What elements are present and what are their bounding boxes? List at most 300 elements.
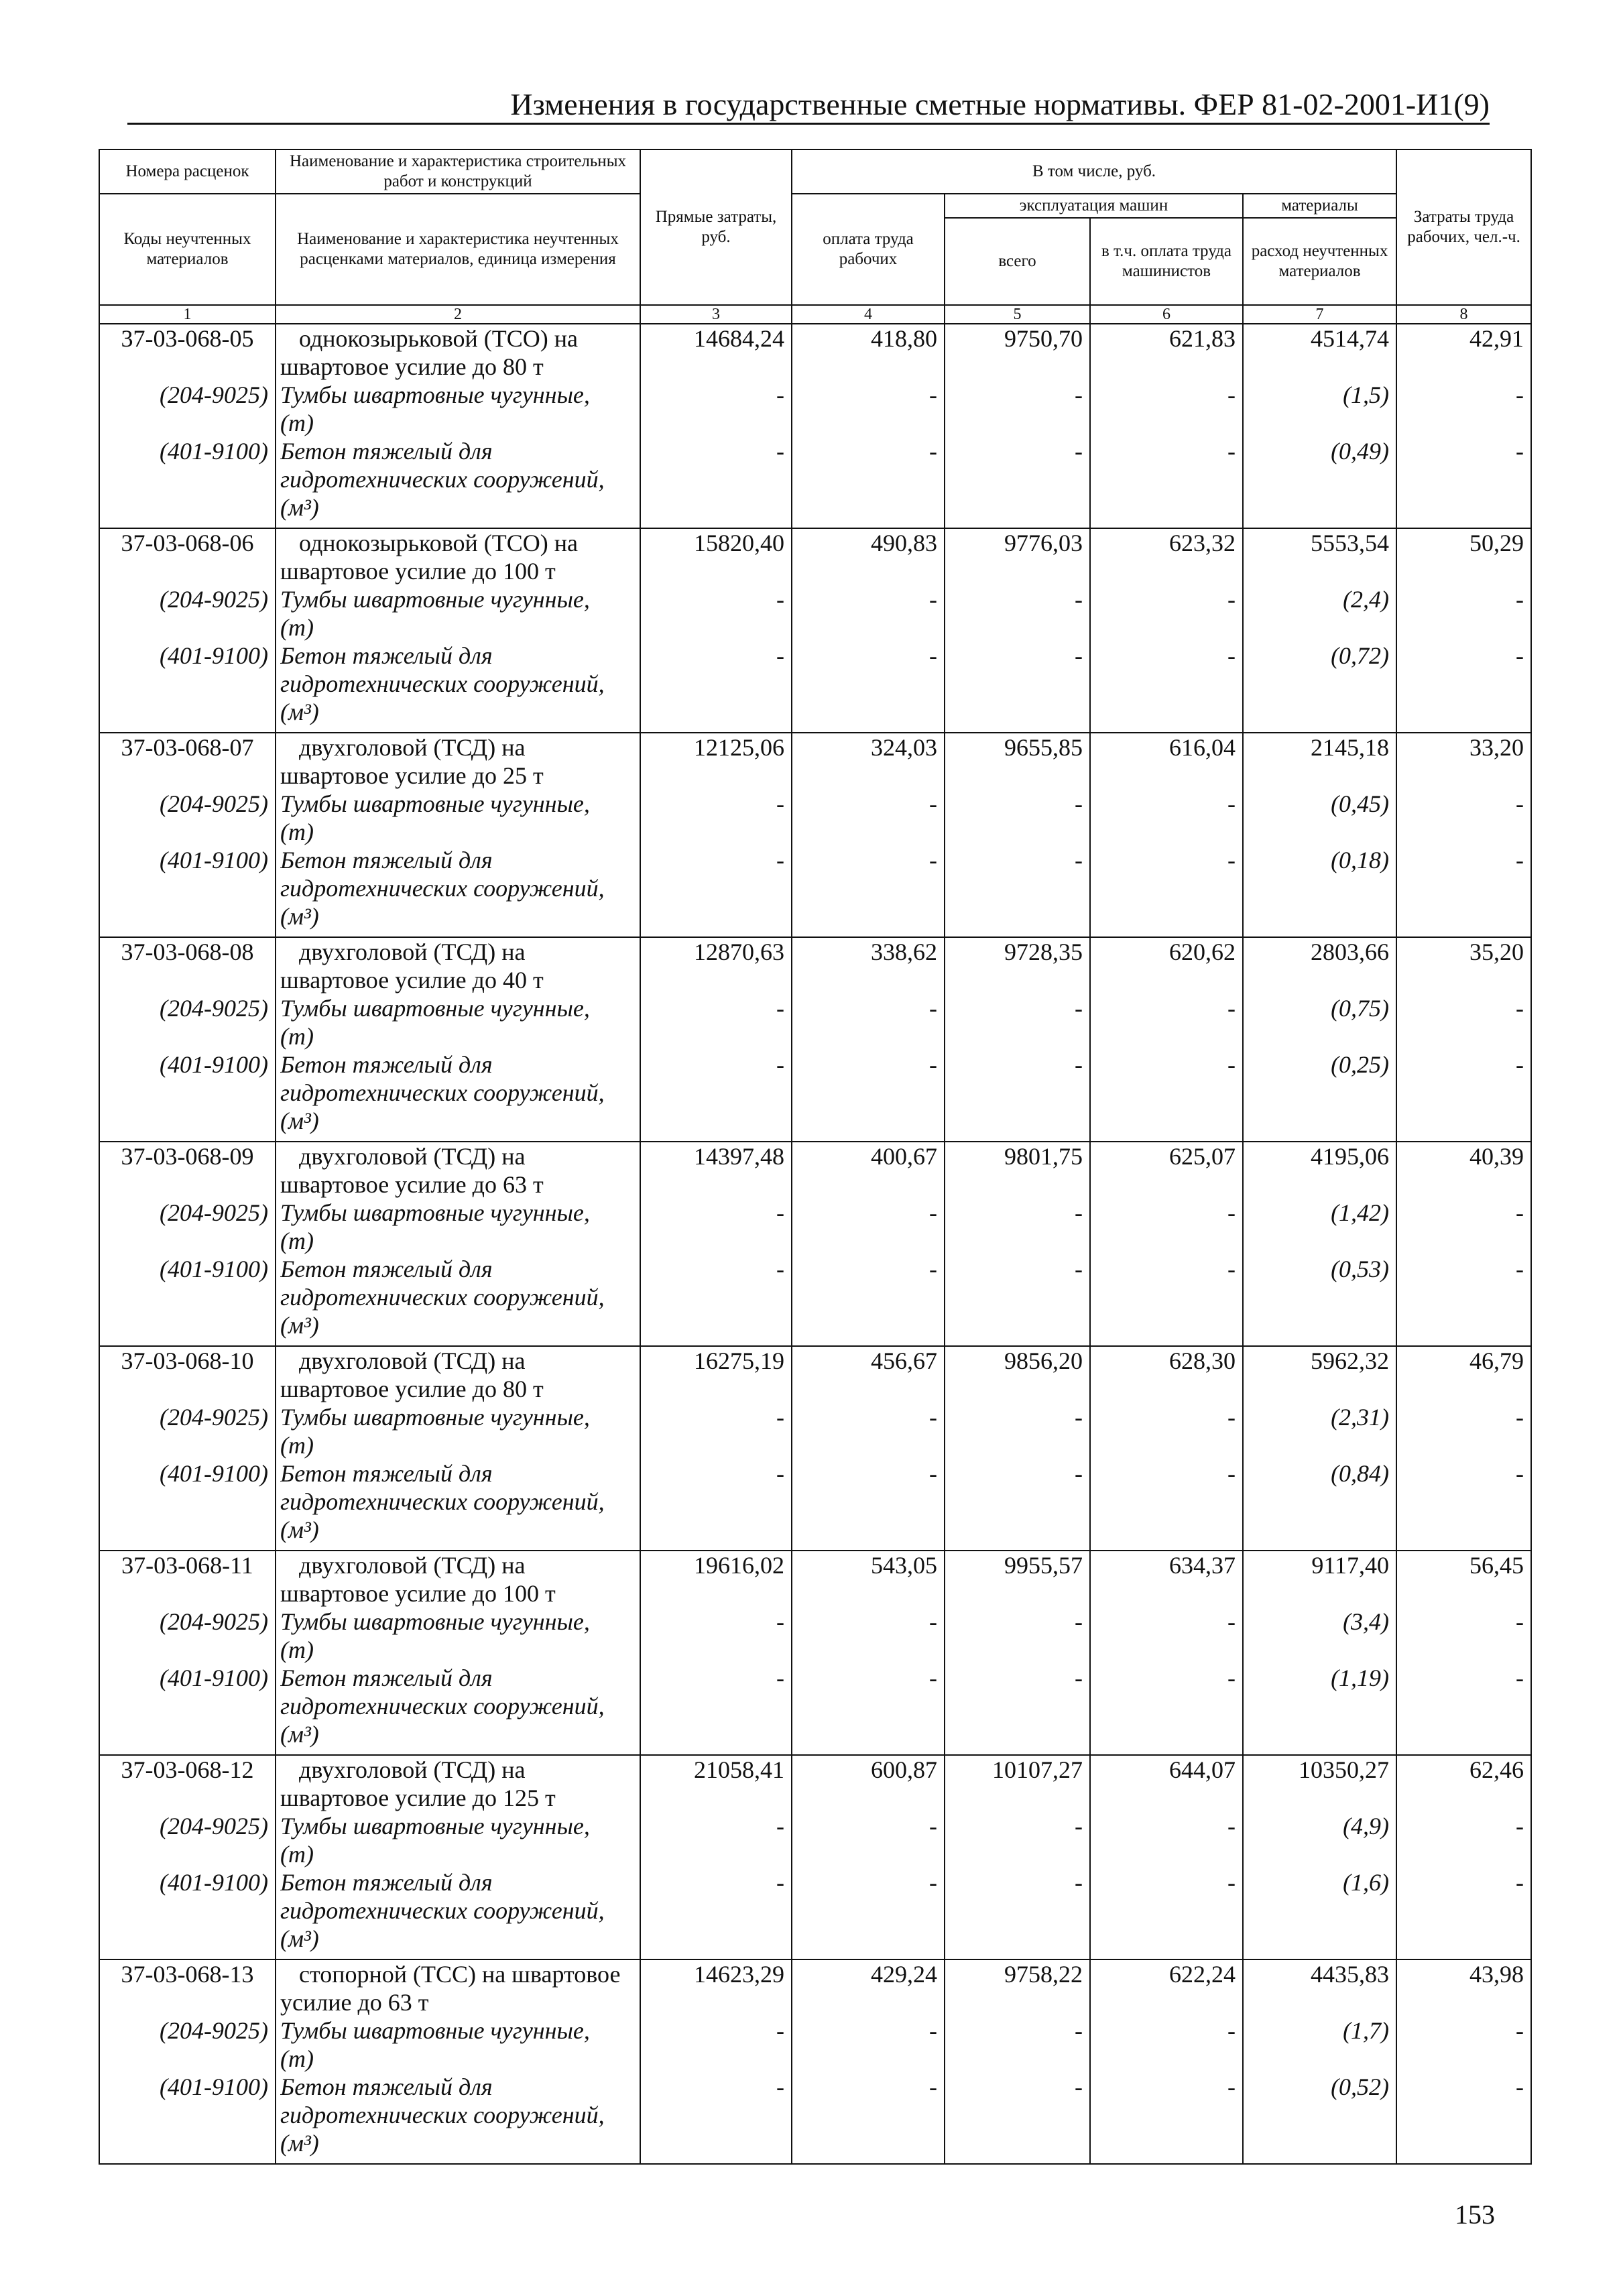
machine-total-cell — [945, 937, 1090, 1142]
value: 56,45 — [1469, 1552, 1524, 1579]
work-name-line: двухголовой (ТСД) на — [299, 1756, 526, 1783]
spacer — [648, 1636, 784, 1664]
dash: - — [1516, 2073, 1524, 2100]
material-quantity: (1,7) — [1343, 2017, 1390, 2044]
labor-hours-cell — [1396, 1551, 1531, 1755]
machinist-pay-cell — [1090, 324, 1243, 528]
dash: - — [1516, 1199, 1524, 1226]
spacer — [799, 1636, 937, 1664]
dash: - — [929, 790, 937, 817]
dash: - — [1516, 1665, 1524, 1691]
rate-number: 37-03-068-12 — [121, 1756, 254, 1783]
spacer — [1404, 1170, 1524, 1199]
material-quantity: (1,19) — [1331, 1665, 1390, 1691]
value: 9750,70 — [1004, 325, 1083, 352]
rate-number: 37-03-068-10 — [121, 1347, 254, 1374]
material-name-line: Бетон тяжелый для — [280, 1256, 493, 1282]
work-name-line: двухголовой (ТСД) на — [299, 1347, 526, 1374]
material-name-line: гидротехнических сооружений, — [280, 1897, 605, 1924]
dash: - — [1516, 381, 1524, 408]
dash: - — [1075, 438, 1083, 465]
column-number: 8 — [1396, 305, 1531, 324]
dash: - — [929, 847, 937, 873]
labor-hours-cell — [1396, 1959, 1531, 2164]
dash: - — [776, 790, 784, 817]
dash: - — [1227, 438, 1236, 465]
dash: - — [1516, 1404, 1524, 1431]
spacer — [1404, 353, 1524, 381]
dash: - — [1075, 2017, 1083, 2044]
spacer — [952, 1784, 1083, 1812]
material-name-line: Тумбы швартовные чугунные, — [280, 2017, 590, 2044]
spacer — [1404, 1579, 1524, 1608]
name-cell — [276, 1142, 640, 1346]
value: 623,32 — [1169, 530, 1236, 556]
value: 628,30 — [1169, 1347, 1236, 1374]
material-name-line: (т) — [280, 2045, 314, 2072]
spacer — [1250, 1227, 1389, 1255]
work-name-line: однокозырьковой (ТСО) на — [299, 325, 578, 352]
name-cell — [276, 1959, 640, 2164]
spacer — [1404, 1431, 1524, 1459]
material-code: (204-9025) — [160, 995, 268, 1022]
spacer — [799, 1840, 937, 1868]
spacer — [799, 966, 937, 994]
dash: - — [929, 995, 937, 1022]
dash: - — [1516, 1813, 1524, 1839]
spacer — [1097, 1022, 1236, 1050]
page-header: Изменения в государственные сметные нормативы. ФЕР 81-02-2001-И1(9) — [510, 87, 1490, 121]
spacer — [1404, 762, 1524, 790]
dash: - — [1516, 1608, 1524, 1635]
spacer — [952, 1988, 1083, 2016]
material-name-line: Тумбы швартовные чугунные, — [280, 1813, 590, 1839]
material-quantity: (0,72) — [1331, 642, 1390, 669]
machine-total-cell — [945, 1755, 1090, 1959]
header-name-top: Наименование и характеристика строительных работ и конструкций — [276, 149, 640, 194]
dash: - — [1516, 2017, 1524, 2044]
spacer — [648, 353, 784, 381]
material-name-line: Бетон тяжелый для — [280, 1051, 493, 1078]
direct-costs-cell — [640, 1551, 792, 1755]
column-number: 1 — [99, 305, 276, 324]
spacer — [648, 1431, 784, 1459]
dash: - — [1075, 847, 1083, 873]
rates-table — [99, 149, 1532, 2165]
spacer — [952, 557, 1083, 585]
name-cell — [276, 1755, 640, 1959]
spacer — [1250, 762, 1389, 790]
dash: - — [776, 995, 784, 1022]
value: 12125,06 — [694, 734, 784, 761]
dash: - — [1075, 642, 1083, 669]
spacer — [107, 1840, 268, 1868]
dash: - — [1227, 1460, 1236, 1487]
spacer — [107, 1375, 268, 1403]
spacer — [1097, 966, 1236, 994]
spacer — [799, 1227, 937, 1255]
code-cell — [99, 1551, 276, 1755]
header-materials-sub: расход неучтенных материалов — [1243, 218, 1396, 305]
table-row — [99, 1346, 1531, 1551]
dash: - — [776, 381, 784, 408]
value: 14397,48 — [694, 1143, 784, 1170]
value: 600,87 — [871, 1756, 937, 1783]
value: 9728,35 — [1004, 939, 1083, 965]
labor-hours-cell — [1396, 733, 1531, 937]
spacer — [952, 762, 1083, 790]
material-quantity: (0,18) — [1331, 847, 1390, 873]
machinist-pay-cell — [1090, 528, 1243, 733]
work-name-line: швартовое усилие до 80 т — [280, 353, 544, 380]
work-name-line: швартовое усилие до 40 т — [280, 967, 544, 993]
spacer — [1097, 762, 1236, 790]
rate-number: 37-03-068-06 — [121, 530, 254, 556]
labor-hours-cell — [1396, 1755, 1531, 1959]
spacer — [1404, 1636, 1524, 1664]
table-row — [99, 1551, 1531, 1755]
spacer — [1250, 1988, 1389, 2016]
material-code: (204-9025) — [160, 790, 268, 817]
spacer — [1097, 818, 1236, 846]
value: 5962,32 — [1311, 1347, 1390, 1374]
spacer — [107, 1227, 268, 1255]
dash: - — [1227, 1404, 1236, 1431]
material-name-line: (т) — [280, 410, 314, 436]
material-code: (401-9100) — [160, 438, 268, 465]
material-name-line: (т) — [280, 1227, 314, 1254]
name-cell — [276, 1346, 640, 1551]
spacer — [1250, 557, 1389, 585]
dash: - — [776, 1256, 784, 1282]
spacer — [1097, 1840, 1236, 1868]
material-name-line: (м³) — [280, 1312, 319, 1339]
work-name-line: усилие до 63 т — [280, 1989, 429, 2016]
material-name-line: (м³) — [280, 699, 319, 725]
value: 46,79 — [1469, 1347, 1524, 1374]
spacer — [1404, 1988, 1524, 2016]
work-name-line: двухголовой (ТСД) на — [299, 939, 526, 965]
code-cell — [99, 1346, 276, 1551]
material-name-line: Тумбы швартовные чугунные, — [280, 1404, 590, 1431]
material-code: (204-9025) — [160, 2017, 268, 2044]
dash: - — [929, 381, 937, 408]
material-code: (401-9100) — [160, 642, 268, 669]
material-quantity: (0,49) — [1331, 438, 1390, 465]
spacer — [1404, 1784, 1524, 1812]
machine-total-cell — [945, 1346, 1090, 1551]
material-name-line: гидротехнических сооружений, — [280, 1079, 605, 1106]
code-cell — [99, 528, 276, 733]
direct-costs-cell — [640, 937, 792, 1142]
spacer — [107, 1170, 268, 1199]
spacer — [799, 1431, 937, 1459]
material-name-line: Бетон тяжелый для — [280, 1665, 493, 1691]
value: 62,46 — [1469, 1756, 1524, 1783]
value: 338,62 — [871, 939, 937, 965]
spacer — [1097, 409, 1236, 437]
header-labor-pay: оплата труда рабочих — [792, 194, 945, 305]
spacer — [1097, 557, 1236, 585]
spacer — [1097, 1784, 1236, 1812]
value: 9801,75 — [1004, 1143, 1083, 1170]
spacer — [107, 818, 268, 846]
labor-pay-cell — [792, 528, 945, 733]
dash: - — [1516, 790, 1524, 817]
name-cell — [276, 1551, 640, 1755]
name-cell — [276, 733, 640, 937]
value: 40,39 — [1469, 1143, 1524, 1170]
value: 9955,57 — [1004, 1552, 1083, 1579]
machine-total-cell — [945, 1142, 1090, 1346]
material-code: (204-9025) — [160, 1813, 268, 1839]
work-name-line: стопорной (ТСС) на швартовое — [299, 1961, 621, 1988]
material-name-line: Тумбы швартовные чугунные, — [280, 1199, 590, 1226]
spacer — [1404, 1840, 1524, 1868]
spacer — [1097, 1431, 1236, 1459]
work-name-line: двухголовой (ТСД) на — [299, 1143, 526, 1170]
spacer — [648, 1579, 784, 1608]
spacer — [107, 1431, 268, 1459]
material-code: (204-9025) — [160, 1199, 268, 1226]
name-cell — [276, 937, 640, 1142]
value: 4514,74 — [1311, 325, 1390, 352]
direct-costs-cell — [640, 1142, 792, 1346]
spacer — [1404, 1227, 1524, 1255]
dash: - — [1227, 1199, 1236, 1226]
value: 12870,63 — [694, 939, 784, 965]
labor-pay-cell — [792, 1142, 945, 1346]
material-name-line: гидротехнических сооружений, — [280, 1693, 605, 1719]
material-name-line: (м³) — [280, 1721, 319, 1748]
spacer — [1250, 1636, 1389, 1664]
dash: - — [1227, 1813, 1236, 1839]
machine-total-cell — [945, 1959, 1090, 2164]
dash: - — [1075, 1051, 1083, 1078]
labor-pay-cell — [792, 733, 945, 937]
spacer — [799, 613, 937, 642]
dash: - — [776, 642, 784, 669]
value: 5553,54 — [1311, 530, 1390, 556]
material-name-line: (т) — [280, 1023, 314, 1050]
material-code: (401-9100) — [160, 1869, 268, 1896]
dash: - — [1227, 995, 1236, 1022]
material-code: (204-9025) — [160, 381, 268, 408]
spacer — [107, 1636, 268, 1664]
header-materials: материалы — [1243, 194, 1396, 218]
spacer — [799, 1170, 937, 1199]
spacer — [1097, 1636, 1236, 1664]
spacer — [952, 2045, 1083, 2073]
spacer — [1250, 1022, 1389, 1050]
materials-cell — [1243, 324, 1396, 528]
value: 9776,03 — [1004, 530, 1083, 556]
dash: - — [1227, 642, 1236, 669]
value: 2803,66 — [1311, 939, 1390, 965]
spacer — [799, 1375, 937, 1403]
value: 644,07 — [1169, 1756, 1236, 1783]
spacer — [1250, 818, 1389, 846]
dash: - — [929, 642, 937, 669]
spacer — [1250, 2045, 1389, 2073]
spacer — [1250, 1170, 1389, 1199]
page-number: 153 — [1455, 2199, 1495, 2230]
column-number: 4 — [792, 305, 945, 324]
spacer — [952, 1375, 1083, 1403]
material-name-line: гидротехнических сооружений, — [280, 670, 605, 697]
spacer — [648, 613, 784, 642]
column-number: 2 — [276, 305, 640, 324]
material-name-line: Бетон тяжелый для — [280, 847, 493, 873]
rate-number: 37-03-068-05 — [121, 325, 254, 352]
dash: - — [776, 438, 784, 465]
dash: - — [1075, 381, 1083, 408]
spacer — [1404, 613, 1524, 642]
value: 50,29 — [1469, 530, 1524, 556]
value: 9117,40 — [1311, 1552, 1390, 1579]
code-cell — [99, 1142, 276, 1346]
dash: - — [1227, 1051, 1236, 1078]
labor-pay-cell — [792, 324, 945, 528]
rate-number: 37-03-068-13 — [121, 1961, 254, 1988]
material-name-line: (т) — [280, 1636, 314, 1663]
dash: - — [929, 1869, 937, 1896]
header-name-bottom: Наименование и характеристика неучтенных расценками материалов, единица измерения — [276, 194, 640, 305]
dash: - — [1516, 438, 1524, 465]
dash: - — [1075, 1460, 1083, 1487]
spacer — [1250, 1431, 1389, 1459]
dash: - — [776, 2017, 784, 2044]
labor-pay-cell — [792, 1346, 945, 1551]
spacer — [952, 966, 1083, 994]
value: 9856,20 — [1004, 1347, 1083, 1374]
dash: - — [776, 2073, 784, 2100]
spacer — [107, 1784, 268, 1812]
value: 9655,85 — [1004, 734, 1083, 761]
material-name-line: (т) — [280, 614, 314, 641]
code-cell — [99, 1959, 276, 2164]
materials-cell — [1243, 733, 1396, 937]
value: 622,24 — [1169, 1961, 1236, 1988]
spacer — [107, 353, 268, 381]
direct-costs-cell — [640, 324, 792, 528]
dash: - — [1075, 1665, 1083, 1691]
dash: - — [1075, 1404, 1083, 1431]
machinist-pay-cell — [1090, 1959, 1243, 2164]
materials-cell — [1243, 528, 1396, 733]
spacer — [1250, 613, 1389, 642]
spacer — [648, 2045, 784, 2073]
material-name-line: гидротехнических сооружений, — [280, 2102, 605, 2128]
dash: - — [1516, 1869, 1524, 1896]
dash: - — [776, 1813, 784, 1839]
spacer — [1097, 1988, 1236, 2016]
table-row — [99, 1142, 1531, 1346]
spacer — [648, 557, 784, 585]
value: 490,83 — [871, 530, 937, 556]
material-name-line: Тумбы швартовные чугунные, — [280, 586, 590, 613]
work-name-line: швартовое усилие до 100 т — [280, 1580, 556, 1607]
material-quantity: (0,53) — [1331, 1256, 1390, 1282]
dash: - — [929, 2017, 937, 2044]
dash: - — [1227, 1256, 1236, 1282]
dash: - — [1516, 1460, 1524, 1487]
header-labor-hours: Затраты труда рабочих, чел.-ч. — [1396, 149, 1531, 305]
column-number: 6 — [1090, 305, 1243, 324]
spacer — [107, 409, 268, 437]
spacer — [1404, 818, 1524, 846]
header-machine-ops: эксплуатация машин — [945, 194, 1243, 218]
code-cell — [99, 1755, 276, 1959]
header-code-bottom: Коды неучтенных материалов — [99, 194, 276, 305]
value: 21058,41 — [694, 1756, 784, 1783]
header-direct-costs: Прямые затраты, руб. — [640, 149, 792, 305]
spacer — [952, 1227, 1083, 1255]
dash: - — [1516, 995, 1524, 1022]
value: 33,20 — [1469, 734, 1524, 761]
spacer — [1250, 353, 1389, 381]
material-code: (204-9025) — [160, 586, 268, 613]
material-quantity: (0,45) — [1331, 790, 1390, 817]
dash: - — [1516, 586, 1524, 613]
material-name-line: Бетон тяжелый для — [280, 2073, 493, 2100]
spacer — [1404, 557, 1524, 585]
dash: - — [776, 1199, 784, 1226]
material-code: (401-9100) — [160, 2073, 268, 2100]
material-code: (401-9100) — [160, 1665, 268, 1691]
spacer — [648, 1784, 784, 1812]
column-number: 7 — [1243, 305, 1396, 324]
direct-costs-cell — [640, 1755, 792, 1959]
dash: - — [1227, 1608, 1236, 1635]
dash: - — [1075, 1608, 1083, 1635]
materials-cell — [1243, 1959, 1396, 2164]
dash: - — [776, 1665, 784, 1691]
spacer — [648, 762, 784, 790]
dash: - — [776, 1869, 784, 1896]
value: 616,04 — [1169, 734, 1236, 761]
value: 19616,02 — [694, 1552, 784, 1579]
spacer — [107, 2045, 268, 2073]
header-rule — [127, 123, 1490, 125]
material-name-line: гидротехнических сооружений, — [280, 875, 605, 902]
value: 43,98 — [1469, 1961, 1524, 1988]
material-name-line: (м³) — [280, 1107, 319, 1134]
labor-pay-cell — [792, 1755, 945, 1959]
spacer — [107, 762, 268, 790]
spacer — [107, 613, 268, 642]
labor-hours-cell — [1396, 937, 1531, 1142]
direct-costs-cell — [640, 1959, 792, 2164]
material-quantity: (1,6) — [1343, 1869, 1390, 1896]
labor-hours-cell — [1396, 324, 1531, 528]
dash: - — [929, 2073, 937, 2100]
spacer — [1250, 1375, 1389, 1403]
value: 35,20 — [1469, 939, 1524, 965]
material-name-line: Бетон тяжелый для — [280, 1460, 493, 1487]
spacer — [648, 1840, 784, 1868]
machine-total-cell — [945, 733, 1090, 937]
dash: - — [929, 1813, 937, 1839]
dash: - — [776, 1608, 784, 1635]
spacer — [648, 1022, 784, 1050]
work-name-line: двухголовой (ТСД) на — [299, 1552, 526, 1579]
material-code: (401-9100) — [160, 847, 268, 873]
value: 400,67 — [871, 1143, 937, 1170]
dash: - — [1227, 847, 1236, 873]
machinist-pay-cell — [1090, 1346, 1243, 1551]
rate-number: 37-03-068-09 — [121, 1143, 254, 1170]
